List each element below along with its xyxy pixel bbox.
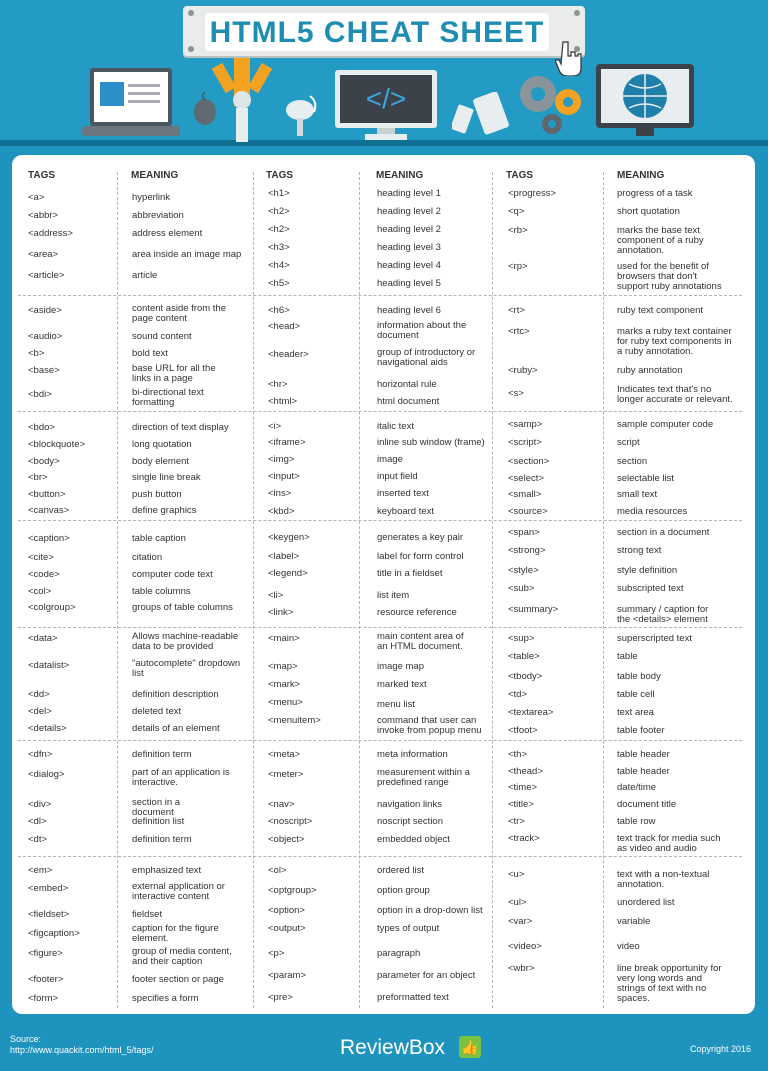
meaning-cell: table caption bbox=[132, 533, 186, 544]
tag-cell: <li> bbox=[268, 590, 284, 601]
meaning-cell: horizontal rule bbox=[377, 379, 437, 390]
meaning-cell: parameter for an object bbox=[377, 970, 476, 981]
tag-cell: <tr> bbox=[508, 816, 525, 827]
gears-icon bbox=[512, 72, 588, 138]
meaning-cell: inline sub window (frame) bbox=[377, 437, 485, 448]
meaning-cell: bi-directional text formatting bbox=[132, 387, 204, 408]
tag-cell: <base> bbox=[28, 365, 60, 376]
column-divider bbox=[253, 172, 254, 1008]
meaning-cell: title in a fieldset bbox=[377, 568, 443, 579]
meaning-cell: summary / caption for the <details> element bbox=[617, 604, 709, 625]
tag-cell: <rt> bbox=[508, 305, 525, 316]
meaning-cell: media resources bbox=[617, 506, 688, 517]
tag-cell: <html> bbox=[268, 396, 298, 407]
tag-cell: <title> bbox=[508, 799, 534, 810]
meaning-cell: types of output bbox=[377, 923, 440, 934]
meaning-cell: direction of text display bbox=[132, 422, 229, 433]
tag-cell: <dl> bbox=[28, 816, 47, 827]
meaning-cell: unordered list bbox=[617, 897, 675, 908]
tag-cell: <figure> bbox=[28, 948, 63, 959]
meaning-cell: preformatted text bbox=[377, 992, 449, 1003]
tag-cell: <param> bbox=[268, 970, 307, 981]
tag-cell: <h2> bbox=[268, 224, 290, 235]
tag-cell: <var> bbox=[508, 916, 533, 927]
tag-cell: <dt> bbox=[28, 834, 48, 845]
meaning-cell: script bbox=[617, 437, 640, 448]
tag-cell: <b> bbox=[28, 348, 45, 359]
meaning-cell: noscript section bbox=[377, 816, 444, 827]
meaning-cell: Allows machine-readable data to be provided bbox=[132, 631, 239, 652]
meaning-cell: group of introductory or navigational aids bbox=[377, 347, 476, 368]
meaning-cell: group of media content, and their caption bbox=[132, 946, 232, 967]
meaning-cell: bold text bbox=[132, 348, 168, 359]
tag-cell: <form> bbox=[28, 993, 59, 1004]
meaning-cell: address element bbox=[132, 228, 203, 239]
tag-cell: <figcaption> bbox=[28, 928, 80, 939]
row-group-divider bbox=[18, 411, 742, 412]
tag-cell: <article> bbox=[28, 270, 65, 281]
tag-cell: <aside> bbox=[28, 305, 62, 316]
tag-cell: <embed> bbox=[28, 883, 69, 894]
meaning-cell: definition list bbox=[132, 816, 185, 827]
tag-cell: <output> bbox=[268, 923, 306, 934]
meaning-cell: specifies a form bbox=[132, 993, 199, 1004]
meaning-cell: table header bbox=[617, 749, 670, 760]
meaning-cell: table row bbox=[617, 816, 656, 827]
meaning-cell: strong text bbox=[617, 545, 662, 556]
meaning-cell: table footer bbox=[617, 725, 665, 736]
meaning-cell: selectable list bbox=[617, 473, 675, 484]
thumbs-up-icon: 👍 bbox=[459, 1036, 481, 1058]
meaning-cell: body element bbox=[132, 456, 190, 467]
tag-cell: <header> bbox=[268, 349, 309, 360]
meaning-cell: marks a ruby text container for ruby text components in a ruby annotation. bbox=[617, 326, 732, 357]
tag-cell: <progress> bbox=[508, 188, 557, 199]
meaning-cell: define graphics bbox=[132, 505, 197, 516]
tag-cell: <script> bbox=[508, 437, 542, 448]
tag-cell: <a> bbox=[28, 192, 45, 203]
tag-cell: <code> bbox=[28, 569, 60, 580]
tag-cell: <td> bbox=[508, 689, 528, 700]
meaning-cell: marked text bbox=[377, 679, 427, 690]
tag-cell: <map> bbox=[268, 661, 298, 672]
tag-cell: <h2> bbox=[268, 206, 290, 217]
meaning-cell: table cell bbox=[617, 689, 655, 700]
tag-cell: <caption> bbox=[28, 533, 70, 544]
meaning-cell: table header bbox=[617, 766, 670, 777]
tag-cell: <samp> bbox=[508, 419, 543, 430]
tag-cell: <optgroup> bbox=[268, 885, 317, 896]
robot-arm-icon bbox=[212, 56, 272, 142]
tag-cell: <thead> bbox=[508, 766, 543, 777]
meaning-cell: sample computer code bbox=[617, 419, 714, 430]
meaning-cell: input field bbox=[377, 471, 418, 482]
tag-cell: <select> bbox=[508, 473, 544, 484]
tag-cell: <nav> bbox=[268, 799, 295, 810]
tag-cell: <blockquote> bbox=[28, 439, 86, 450]
meaning-cell: ruby annotation bbox=[617, 365, 683, 376]
tag-cell: <object> bbox=[268, 834, 305, 845]
meaning-cell: image map bbox=[377, 661, 424, 672]
meaning-cell: heading level 5 bbox=[377, 278, 441, 289]
meaning-cell: Indicates text that's no longer accurate or relevant. bbox=[617, 384, 733, 405]
screw bbox=[188, 10, 194, 16]
tag-cell: <ins> bbox=[268, 488, 292, 499]
meaning-cell: caption for the figure element. bbox=[132, 923, 219, 944]
meaning-header: MEANING bbox=[376, 170, 424, 181]
tag-cell: <hr> bbox=[268, 379, 288, 390]
meaning-cell: heading level 2 bbox=[377, 206, 441, 217]
meaning-cell: external application or interactive content bbox=[132, 881, 225, 902]
meaning-cell: menu list bbox=[377, 699, 416, 710]
meaning-cell: keyboard text bbox=[377, 506, 435, 517]
meaning-cell: abbreviation bbox=[132, 210, 184, 221]
title-banner bbox=[183, 6, 585, 56]
tags-header: TAGS bbox=[28, 170, 56, 181]
row-group-divider bbox=[18, 295, 742, 296]
meaning-cell: command that user can invoke from popup menu bbox=[377, 715, 482, 736]
meaning-cell: option group bbox=[377, 885, 430, 896]
meaning-cell: document title bbox=[617, 799, 677, 810]
meaning-cell: content aside from the page content bbox=[132, 303, 226, 324]
meaning-cell: hyperlink bbox=[132, 192, 171, 203]
tag-cell: <table> bbox=[508, 651, 540, 662]
tag-cell: <col> bbox=[28, 586, 52, 597]
tag-cell: <summary> bbox=[508, 604, 559, 615]
tag-cell: <rtc> bbox=[508, 326, 530, 337]
tag-cell: <address> bbox=[28, 228, 73, 239]
meaning-cell: table bbox=[617, 651, 638, 662]
meaning-cell: heading level 4 bbox=[377, 260, 441, 271]
meaning-cell: ordered list bbox=[377, 865, 424, 876]
tag-cell: <rb> bbox=[508, 225, 528, 236]
tag-cell: <track> bbox=[508, 833, 540, 844]
meaning-cell: heading level 6 bbox=[377, 305, 441, 316]
header-floor bbox=[0, 140, 768, 146]
meaning-cell: computer code text bbox=[132, 569, 213, 580]
copyright: Copyright 2016 bbox=[690, 1044, 752, 1054]
tag-cell: <abbr> bbox=[28, 210, 59, 221]
tag-cell: <footer> bbox=[28, 974, 64, 985]
tag-cell: <textarea> bbox=[508, 707, 554, 718]
meaning-cell: superscripted text bbox=[617, 633, 692, 644]
meaning-header: MEANING bbox=[617, 170, 665, 181]
meaning-cell: section in a document bbox=[132, 797, 181, 818]
meaning-cell: progress of a task bbox=[617, 188, 693, 199]
tag-cell: <q> bbox=[508, 206, 525, 217]
tag-cell: <label> bbox=[268, 551, 300, 562]
column-divider bbox=[359, 172, 360, 1008]
meaning-cell: list item bbox=[377, 590, 410, 601]
source-credit: Source: http://www.quackit.com/html_5/tags/ bbox=[10, 1034, 154, 1055]
tag-cell: <time> bbox=[508, 782, 538, 793]
tag-cell: <tbody> bbox=[508, 671, 543, 682]
tag-cell: <section> bbox=[508, 456, 550, 467]
meaning-cell: heading level 2 bbox=[377, 224, 441, 235]
meaning-cell: subscripted text bbox=[617, 583, 684, 594]
meaning-cell: date/time bbox=[617, 782, 657, 793]
phones-icon bbox=[452, 92, 514, 136]
meaning-cell: deleted text bbox=[132, 706, 182, 717]
tag-cell: <p> bbox=[268, 948, 285, 959]
tag-cell: <i> bbox=[268, 421, 282, 432]
tag-cell: <wbr> bbox=[508, 963, 535, 974]
tag-cell: <audio> bbox=[28, 331, 63, 342]
meaning-cell: html document bbox=[377, 396, 440, 407]
meaning-cell: text track for media such as video and audio bbox=[617, 833, 721, 854]
meaning-cell: style definition bbox=[617, 565, 678, 576]
tag-cell: <h6> bbox=[268, 305, 290, 316]
meaning-cell: used for the benefit of browsers that don't support ruby annotations bbox=[617, 261, 722, 292]
tag-cell: <iframe> bbox=[268, 437, 306, 448]
row-group-divider bbox=[18, 740, 742, 741]
meaning-cell: text area bbox=[617, 707, 654, 718]
tag-cell: <menuitem> bbox=[268, 715, 321, 726]
meaning-cell: definition term bbox=[132, 749, 192, 760]
monitor-code-icon bbox=[335, 70, 437, 140]
tag-cell: <meter> bbox=[268, 769, 304, 780]
column-divider bbox=[603, 172, 604, 1008]
screw bbox=[574, 10, 580, 16]
meaning-cell: footer section or page bbox=[132, 974, 224, 985]
tag-cell: <em> bbox=[28, 865, 53, 876]
meaning-cell: push button bbox=[132, 489, 182, 500]
meaning-cell: paragraph bbox=[377, 948, 421, 959]
tag-cell: <noscript> bbox=[268, 816, 313, 827]
globe-monitor-icon bbox=[596, 64, 694, 136]
tag-cell: <ruby> bbox=[508, 365, 538, 376]
meaning-cell: italic text bbox=[377, 421, 414, 432]
meaning-cell: short quotation bbox=[617, 206, 680, 217]
meaning-cell: inserted text bbox=[377, 488, 429, 499]
meaning-cell: marks the base text component of a ruby annotation. bbox=[617, 225, 704, 256]
tag-cell: <details> bbox=[28, 723, 67, 734]
meaning-cell: text with a non-textual annotation. bbox=[617, 869, 710, 890]
tag-cell: <kbd> bbox=[268, 506, 295, 517]
tag-cell: <h3> bbox=[268, 242, 290, 253]
tag-cell: <tfoot> bbox=[508, 725, 538, 736]
row-group-divider bbox=[18, 520, 742, 521]
meaning-header: MEANING bbox=[131, 170, 179, 181]
meaning-cell: citation bbox=[132, 552, 163, 563]
tag-cell: <s> bbox=[508, 388, 524, 399]
reviewbox-logo: ReviewBox bbox=[340, 1036, 446, 1059]
meaning-cell: generates a key pair bbox=[377, 532, 464, 543]
tag-cell: <link> bbox=[268, 607, 294, 618]
tag-cell: <ol> bbox=[268, 865, 287, 876]
row-group-divider bbox=[18, 627, 742, 628]
svg-text:</>: </> bbox=[365, 83, 407, 114]
meaning-cell: main content area of an HTML document. bbox=[377, 631, 464, 652]
meaning-cell: resource reference bbox=[377, 607, 457, 618]
tag-cell: <keygen> bbox=[268, 532, 310, 543]
meaning-cell: heading level 1 bbox=[377, 188, 441, 199]
tag-cell: <br> bbox=[28, 472, 48, 483]
meaning-cell: heading level 3 bbox=[377, 242, 441, 253]
row-group-divider bbox=[18, 856, 742, 857]
laptop-icon bbox=[82, 68, 180, 140]
meaning-cell: "autocomplete" dropdown list bbox=[132, 658, 241, 679]
meaning-cell: part of an application is interactive. bbox=[132, 767, 230, 788]
tag-cell: <fieldset> bbox=[28, 909, 70, 920]
meaning-cell: small text bbox=[617, 489, 658, 500]
tag-cell: <colgroup> bbox=[28, 602, 76, 613]
tag-cell: <dd> bbox=[28, 689, 50, 700]
tag-cell: <meta> bbox=[268, 749, 301, 760]
meaning-cell: label for form control bbox=[377, 551, 464, 562]
tag-cell: <cite> bbox=[28, 552, 54, 563]
meaning-cell: groups of table columns bbox=[132, 602, 233, 613]
meaning-cell: fieldset bbox=[132, 909, 163, 920]
tag-cell: <rp> bbox=[508, 261, 528, 272]
hand-cursor-icon bbox=[555, 40, 583, 76]
tag-cell: <datalist> bbox=[28, 660, 70, 671]
tag-cell: <sup> bbox=[508, 633, 535, 644]
meaning-cell: table columns bbox=[132, 586, 191, 597]
tag-cell: <dfn> bbox=[28, 749, 53, 760]
tag-cell: <main> bbox=[268, 633, 300, 644]
meaning-cell: section in a document bbox=[617, 527, 710, 538]
tag-cell: <legend> bbox=[268, 568, 308, 579]
tag-cell: <small> bbox=[508, 489, 542, 500]
meaning-cell: embedded object bbox=[377, 834, 450, 845]
tag-cell: <canvas> bbox=[28, 505, 70, 516]
meaning-cell: ruby text component bbox=[617, 305, 704, 316]
meaning-cell: details of an element bbox=[132, 723, 220, 734]
meaning-cell: information about the document bbox=[377, 320, 467, 341]
tag-cell: <bdo> bbox=[28, 422, 55, 433]
column-divider bbox=[492, 172, 493, 1008]
tag-cell: <sub> bbox=[508, 583, 535, 594]
meaning-cell: table body bbox=[617, 671, 661, 682]
column-divider bbox=[117, 172, 118, 1008]
meaning-cell: measurement within a predefined range bbox=[377, 767, 470, 788]
title-plate bbox=[205, 13, 549, 51]
meaning-cell: long quotation bbox=[132, 439, 192, 450]
tag-cell: <div> bbox=[28, 799, 52, 810]
tag-cell: <del> bbox=[28, 706, 52, 717]
tag-cell: <u> bbox=[508, 869, 525, 880]
tag-cell: <bdi> bbox=[28, 389, 52, 400]
tag-cell: <button> bbox=[28, 489, 66, 500]
tag-cell: <ul> bbox=[508, 897, 527, 908]
meaning-cell: navigation links bbox=[377, 799, 442, 810]
meaning-cell: option in a drop-down list bbox=[377, 905, 483, 916]
tag-cell: <strong> bbox=[508, 545, 546, 556]
tag-cell: <input> bbox=[268, 471, 300, 482]
meaning-cell: emphasized text bbox=[132, 865, 202, 876]
tag-cell: <head> bbox=[268, 321, 301, 332]
meaning-cell: base URL for all the links in a page bbox=[132, 363, 216, 384]
tags-header: TAGS bbox=[266, 170, 294, 181]
meaning-cell: single line break bbox=[132, 472, 201, 483]
tag-cell: <dialog> bbox=[28, 769, 65, 780]
meaning-cell: line break opportunity for very long words and strings of text with no spaces. bbox=[617, 963, 722, 1004]
tag-cell: <h4> bbox=[268, 260, 290, 271]
meaning-cell: video bbox=[617, 941, 640, 952]
tag-cell: <h5> bbox=[268, 278, 290, 289]
tag-cell: <source> bbox=[508, 506, 548, 517]
tag-cell: <img> bbox=[268, 454, 295, 465]
tag-cell: <option> bbox=[268, 905, 305, 916]
tag-cell: <video> bbox=[508, 941, 542, 952]
tag-cell: <data> bbox=[28, 633, 58, 644]
tag-cell: <mark> bbox=[268, 679, 301, 690]
tags-header: TAGS bbox=[506, 170, 534, 181]
meaning-cell: variable bbox=[617, 916, 651, 927]
tag-cell: <pre> bbox=[268, 992, 293, 1003]
tag-cell: <th> bbox=[508, 749, 528, 760]
tag-cell: <h1> bbox=[268, 188, 290, 199]
meaning-cell: definition term bbox=[132, 834, 192, 845]
tag-cell: <area> bbox=[28, 249, 59, 260]
meaning-cell: meta information bbox=[377, 749, 448, 760]
meaning-cell: article bbox=[132, 270, 158, 281]
page-title: HTML5 CHEAT SHEET bbox=[209, 16, 545, 49]
meaning-cell: definition description bbox=[132, 689, 219, 700]
tag-cell: <span> bbox=[508, 527, 540, 538]
satellite-dish-icon bbox=[282, 94, 322, 140]
tag-cell: <style> bbox=[508, 565, 539, 576]
tag-cell: <menu> bbox=[268, 697, 303, 708]
meaning-cell: image bbox=[377, 454, 403, 465]
screw bbox=[188, 46, 194, 52]
meaning-cell: area inside an image map bbox=[132, 249, 242, 260]
meaning-cell: sound content bbox=[132, 331, 192, 342]
meaning-cell: section bbox=[617, 456, 648, 467]
tag-cell: <body> bbox=[28, 456, 60, 467]
